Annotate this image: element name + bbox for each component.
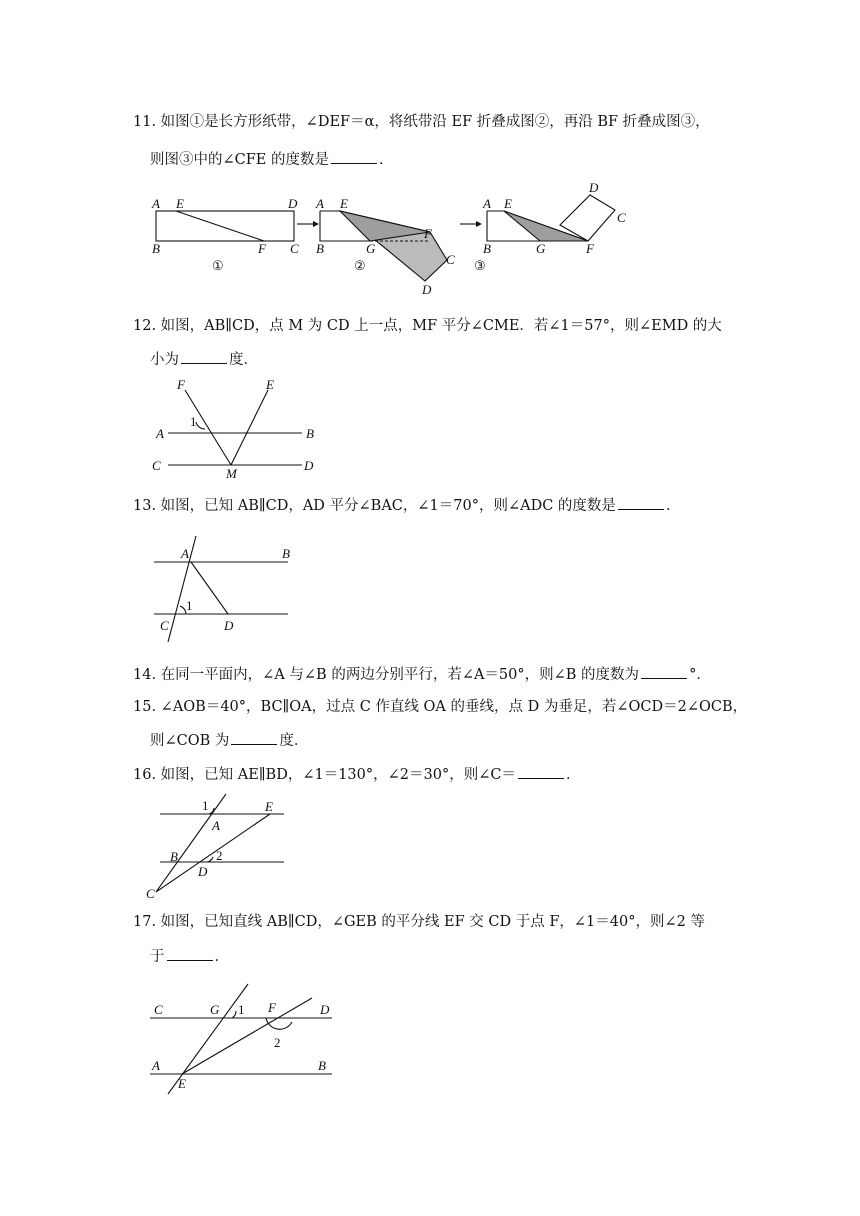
svg-text:E: E <box>266 378 274 392</box>
q12-figure <box>140 378 340 483</box>
svg-text:D: D <box>422 282 432 297</box>
q16-figure <box>140 792 300 902</box>
svg-text:F: F <box>424 226 432 241</box>
q14-answer-blank[interactable] <box>641 664 687 679</box>
svg-text:F: F <box>258 241 266 256</box>
svg-text:E: E <box>178 1076 186 1091</box>
svg-text:C: C <box>154 1002 163 1017</box>
svg-text:1: 1 <box>186 598 193 613</box>
q17-text-2-end: ． <box>214 949 229 965</box>
fig-label-3: ③ <box>474 258 486 273</box>
q13-text-1-end: ． <box>665 498 681 514</box>
svg-text:A: A <box>212 818 220 833</box>
svg-text:F: F <box>177 378 185 392</box>
svg-text:A: A <box>181 546 189 561</box>
q16-number: 16. <box>133 767 157 783</box>
svg-text:B: B <box>483 241 491 256</box>
svg-text:D: D <box>224 618 234 633</box>
q14-number: 14. <box>133 667 157 683</box>
svg-text:1: 1 <box>202 798 209 813</box>
svg-text:B: B <box>170 849 178 864</box>
svg-text:G: G <box>536 241 546 256</box>
q15-line-2 <box>150 730 308 751</box>
q12-line-2 <box>150 349 258 370</box>
q13-line-1 <box>133 495 680 516</box>
q11-number: 11. <box>133 114 157 130</box>
svg-text:A: A <box>316 196 324 211</box>
q17-figure <box>140 982 350 1102</box>
svg-text:G: G <box>366 241 376 256</box>
q17-text-1: 如图，已知直线 AB∥CD，∠GEB 的平分线 EF 交 CD 于点 F，∠1＝40°，则∠2 等 <box>160 914 705 930</box>
svg-text:E: E <box>504 196 512 211</box>
q17-text-2: 于 <box>150 949 165 965</box>
q15-line-1 <box>133 697 747 717</box>
q14-line-1 <box>133 664 711 685</box>
svg-text:2: 2 <box>274 1035 281 1050</box>
svg-text:E: E <box>340 196 348 211</box>
q12-text-2: 小为 <box>150 352 179 368</box>
svg-text:A: A <box>152 196 160 211</box>
svg-text:D: D <box>320 1002 330 1017</box>
svg-text:C: C <box>152 458 161 473</box>
svg-text:1: 1 <box>238 1002 245 1017</box>
fig-label-1: ① <box>212 258 224 273</box>
q11-text-2-end: ． <box>379 152 394 168</box>
svg-text:A: A <box>156 426 164 441</box>
svg-text:A: A <box>152 1058 160 1073</box>
q12-answer-blank[interactable] <box>181 349 227 364</box>
q11-text-1: 如图①是长方形纸带，∠DEF＝α，将纸带沿 EF 折叠成图②，再沿 BF 折叠成图③， <box>160 114 710 130</box>
q13-answer-blank[interactable] <box>618 495 664 510</box>
svg-text:F: F <box>268 1000 276 1015</box>
q12-text-2-end: 度． <box>229 352 258 368</box>
svg-text:C: C <box>446 252 455 267</box>
svg-text:G: G <box>210 1002 220 1017</box>
svg-text:B: B <box>152 241 160 256</box>
svg-text:D: D <box>589 180 599 195</box>
q15-number: 15. <box>133 699 157 715</box>
q11-answer-blank[interactable] <box>331 149 377 164</box>
svg-text:2: 2 <box>216 848 223 863</box>
svg-text:B: B <box>316 241 324 256</box>
q14-text-1-end: °． <box>689 667 711 683</box>
q16-line-1 <box>133 764 580 785</box>
svg-text:E: E <box>176 196 184 211</box>
svg-text:C: C <box>290 241 299 256</box>
q16-text-1: 如图，已知 AE∥BD，∠1＝130°，∠2＝30°，则∠C＝ <box>160 767 516 783</box>
q11-line-2 <box>150 149 394 170</box>
svg-text:D: D <box>304 458 314 473</box>
svg-text:C: C <box>146 886 155 901</box>
q12-number: 12. <box>133 318 157 334</box>
svg-text:B: B <box>318 1058 326 1073</box>
q16-answer-blank[interactable] <box>518 764 564 779</box>
svg-text:B: B <box>306 426 314 441</box>
q11-figure <box>140 180 640 300</box>
svg-text:D: D <box>288 196 298 211</box>
svg-text:E: E <box>265 799 273 814</box>
svg-text:D: D <box>198 864 208 879</box>
q16-text-1-end: ． <box>565 767 581 783</box>
q17-answer-blank[interactable] <box>167 946 213 961</box>
q13-figure <box>140 530 310 648</box>
q12-line-1 <box>133 316 722 336</box>
q17-number: 17. <box>133 914 157 930</box>
svg-text:C: C <box>617 210 626 225</box>
q13-text-1: 如图，已知 AB∥CD，AD 平分∠BAC，∠1＝70°，则∠ADC 的度数是 <box>160 498 616 514</box>
q11-text-2: 则图③中的∠CFE 的度数是 <box>150 152 329 168</box>
svg-text:F: F <box>586 241 594 256</box>
q13-number: 13. <box>133 498 157 514</box>
q15-answer-blank[interactable] <box>231 730 277 745</box>
q15-text-2-end: 度． <box>279 733 309 749</box>
q12-text-1: 如图，AB∥CD，点 M 为 CD 上一点，MF 平分∠CME．若∠1＝57°，则∠EMD 的大 <box>160 318 722 334</box>
svg-text:B: B <box>282 546 290 561</box>
svg-text:M: M <box>226 466 237 481</box>
q17-line-2 <box>150 946 229 967</box>
q17-line-1 <box>133 912 705 932</box>
q11-line-1 <box>133 112 710 132</box>
svg-text:A: A <box>483 196 491 211</box>
fig-label-2: ② <box>354 258 366 273</box>
q15-text-2: 则∠COB 为 <box>150 733 230 749</box>
q15-text-1: ∠AOB＝40°，BC∥OA，过点 C 作直线 OA 的垂线，点 D 为垂足，若∠OCD＝2∠OCB， <box>160 699 748 715</box>
svg-text:1: 1 <box>190 414 197 429</box>
q14-text-1: 在同一平面内，∠A 与∠B 的两边分别平行，若∠A＝50°，则∠B 的度数为 <box>160 667 640 683</box>
svg-text:C: C <box>160 618 169 633</box>
